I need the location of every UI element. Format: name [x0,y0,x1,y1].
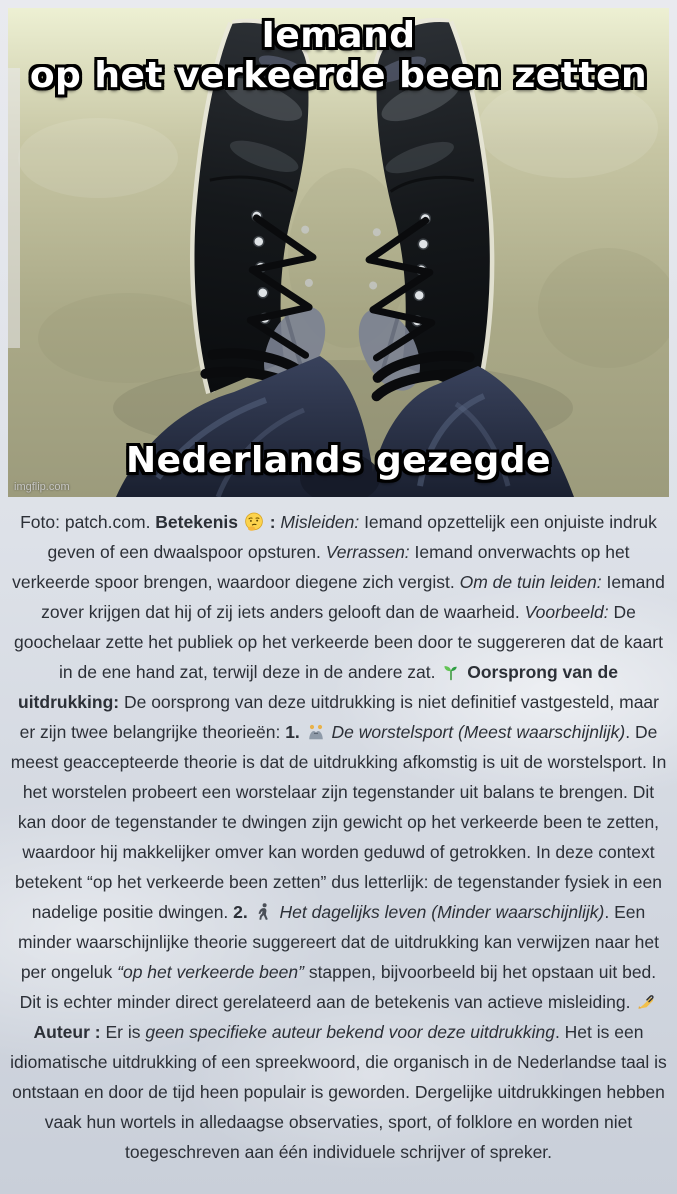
meme-top-caption-line1: Iemand [261,15,416,56]
text-run: Om de tuin leiden: [459,572,602,592]
text-run: De worstelsport (Meest waarschijnlijk) [331,722,626,742]
wrestlers-emoji [306,722,326,742]
text-run: 1. [285,722,305,742]
text-run: Betekenis [155,512,243,532]
text-run: Er is [105,1022,146,1042]
writing-hand-emoji [636,992,656,1012]
text-run: Verrassen: [325,542,410,562]
thinking-face-emoji [244,512,264,532]
person-walking-emoji [254,902,274,922]
text-run: Oorsprong van de uitdrukking: [18,662,618,712]
text-run: : [264,512,281,532]
text-run: . De meest geaccepteerde theorie is dat de uitdrukking afkomstig is uit de worstelsport. In het worstelen probeert een worstelaar zijn tegenstander uit balans te brengen. Dit kan door de tegenstander te dwingen zijn gewicht op het verkeerde been te zetten, waardoor hij makkelijker omver kan worden geduwd of getrokken. In deze context betekent “op het verkeerde been zetten” dus letterlijk: de tegenstander fysiek in een nadelige positie dwingen. [10,722,667,922]
text-run: geen specifieke auteur bekend voor deze uitdrukking [145,1022,555,1042]
text-run: 2. [233,902,253,922]
text-run: Iemand onverwachts op het verkeerde spoor brengen, waardoor diegene zich vergist. [12,542,630,592]
text-run: Iemand zover krijgen dat hij of zij iets anders gelooft dan de waarheid. [41,572,665,622]
text-run: Voorbeeld: [524,602,609,622]
text-run: Foto: patch.com. [20,512,156,532]
text-run: Auteur : [33,1022,106,1042]
meme-top-caption [8,16,669,95]
text-run: Misleiden: [280,512,360,532]
text-run: . Het is een idiomatische uitdrukking of een spreekwoord, die organisch in de Nederlandse taal is ontstaan en door de tijd heen populair is geworden. Dergelijke uitdrukkingen hebben vaak hun wortels in alledaagse observaties, sport, of folklore en worden niet toegeschreven aan één individuele schrijver of spreker. [10,1022,667,1162]
meme-bottom-caption: Nederlands gezegde [126,440,551,482]
meme-image [8,8,669,497]
imgflip-watermark: imgflip.com [14,481,70,493]
text-run: De goochelaar zette het publiek op het verkeerde been door te suggereren dat de kaart in de ene hand zat, terwijl deze in de andere zat. [14,602,663,682]
text-run: stappen, bijvoorbeeld bij het opstaan uit bed. Dit is echter minder direct gerelateerd aan de betekenis van actieve misleiding. [19,962,657,1012]
text-run: Het dagelijks leven (Minder waarschijnlijk) [279,902,605,922]
article-text [0,497,677,1177]
text-run: Iemand opzettelijk een onjuiste indruk geven of een dwaalspoor opsturen. [47,512,657,562]
text-run: “op het verkeerde been” [117,962,304,982]
text-run: . Een minder waarschijnlijke theorie suggereert dat de uitdrukking kan verwijzen naar het per ongeluk [17,902,660,982]
meme-top-caption-line2: op het verkeerde been zetten [29,54,648,96]
seedling-emoji [441,662,461,682]
text-run: De oorsprong van deze uitdrukking is niet definitief vastgesteld, maar er zijn twee belangrijke theorieën: [19,692,659,742]
